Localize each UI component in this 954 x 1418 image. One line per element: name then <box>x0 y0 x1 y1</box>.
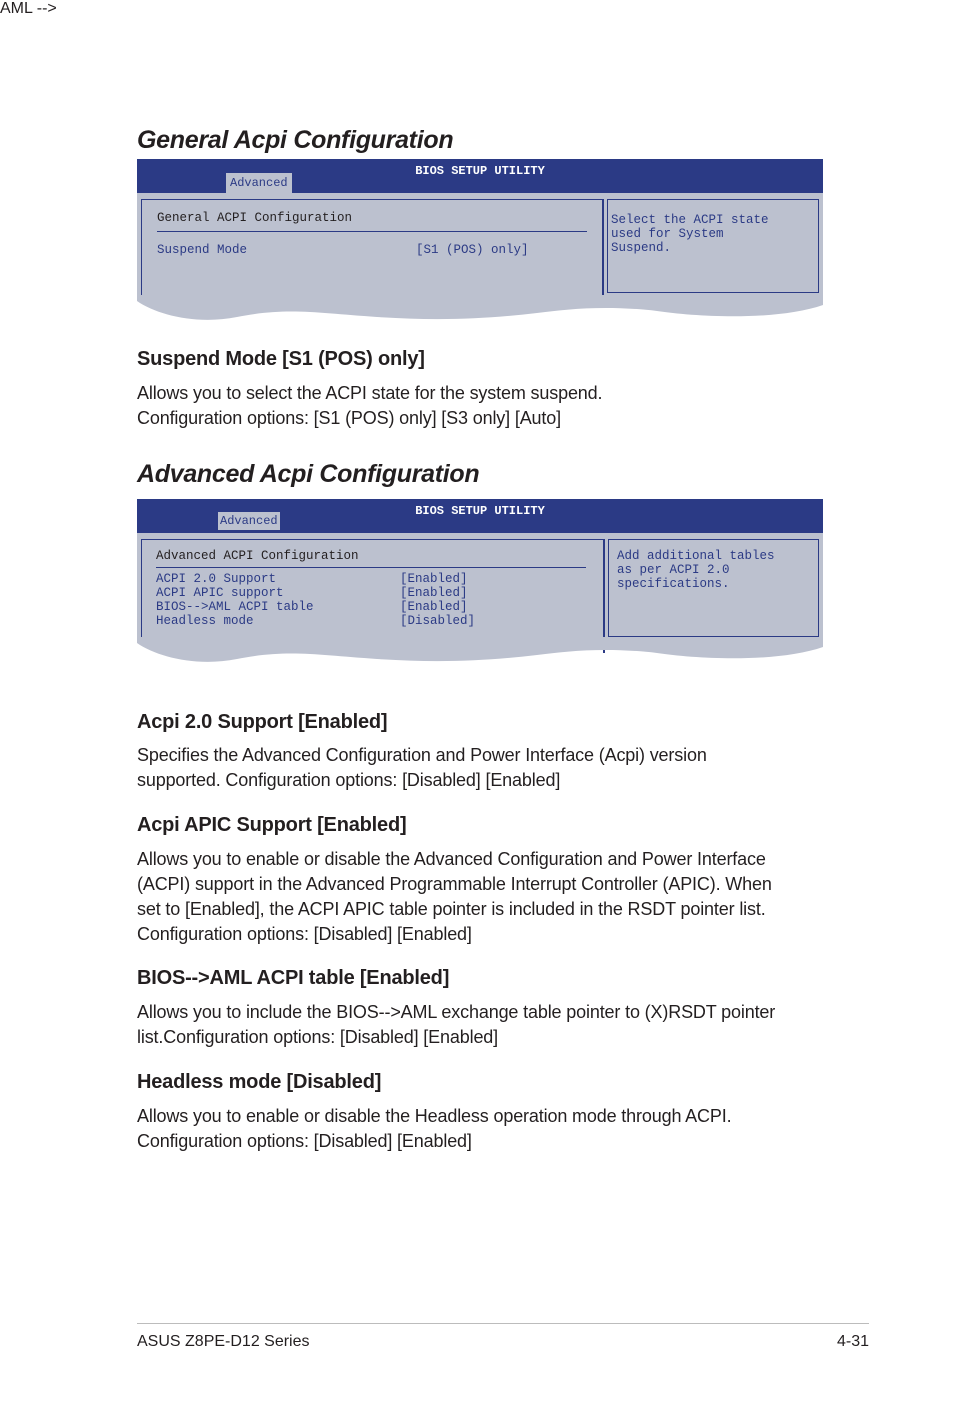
bios-item-label: BIOS-->AML ACPI table <box>156 600 314 614</box>
bios-help-box <box>608 539 819 637</box>
bios-torn-edge <box>137 637 823 667</box>
bios-item-value: [S1 (POS) only] <box>416 243 529 257</box>
bios-main-box <box>141 539 604 638</box>
paragraph-line: list.Configuration options: [Disabled] [Enabled] <box>137 1027 499 1047</box>
bios-screenshot-advanced <box>137 499 823 669</box>
paragraph-line: (ACPI) support in the Advanced Programmable Interrupt Controller (APIC). When <box>137 874 772 894</box>
bios-item-value: [Enabled] <box>400 572 468 586</box>
bios-help-line: specifications. <box>617 577 730 591</box>
bios-divider <box>602 199 604 307</box>
paragraph-acpi-apic-support <box>137 847 772 947</box>
bios-item-value: [Enabled] <box>400 586 468 600</box>
heading-bios-aml-acpi-table: BIOS-->AML ACPI table [Enabled] <box>137 967 450 989</box>
bios-tab-advanced: Advanced <box>220 514 278 528</box>
bios-screenshot-general <box>137 159 823 329</box>
bios-item-value: [Disabled] <box>400 614 476 628</box>
bios-help-line: as per ACPI 2.0 <box>617 563 730 577</box>
paragraph-line: Specifies the Advanced Configuration and Power Interface (Acpi) version <box>137 745 707 765</box>
bios-item-label: Headless mode <box>156 614 254 628</box>
section-title-general-acpi: General Acpi Configuration <box>137 126 454 154</box>
bios-separator <box>157 231 587 232</box>
bios-divider <box>603 539 605 653</box>
bios-help-line: used for System <box>611 227 724 241</box>
paragraph-acpi-20-support <box>137 743 707 793</box>
paragraph-line: set to [Enabled], the ACPI APIC table pointer is included in the RSDT pointer list. <box>137 899 766 919</box>
bios-panel-title: General ACPI Configuration <box>157 211 353 225</box>
paragraph-line: Allows you to select the ACPI state for the system suspend. <box>137 383 603 403</box>
bios-torn-edge <box>137 295 823 325</box>
footer-rule <box>137 1323 869 1324</box>
paragraph-line: Configuration options: [Disabled] [Enabled] <box>137 924 472 944</box>
heading-acpi-apic-support: Acpi APIC Support [Enabled] <box>137 814 407 836</box>
paragraph-line: Configuration options: [S1 (POS) only] [S3 only] [Auto] <box>137 408 561 428</box>
section-title-advanced-acpi: Advanced Acpi Configuration <box>137 460 480 488</box>
bios-help-box <box>607 199 819 293</box>
paragraph-line: supported. Configuration options: [Disabled] [Enabled] <box>137 770 561 790</box>
bios-help-line: Select the ACPI state <box>611 213 769 227</box>
heading-acpi-20-support: Acpi 2.0 Support [Enabled] <box>137 711 388 733</box>
bios-tab-advanced: Advanced <box>226 173 292 193</box>
bios-main-box <box>141 199 604 296</box>
bios-separator <box>156 567 586 568</box>
bios-item-value: [Enabled] <box>400 600 468 614</box>
bios-header-text: BIOS SETUP UTILITY <box>415 164 545 178</box>
paragraph-headless-mode <box>137 1104 731 1154</box>
bios-item-label: Suspend Mode <box>157 243 248 257</box>
bios-item-label: ACPI APIC support <box>156 586 284 600</box>
footer-page-number: 4-31 <box>836 1333 869 1350</box>
paragraph-line: Allows you to enable or disable the Advanced Configuration and Power Interface <box>137 849 766 869</box>
bios-help-line: Add additional tables <box>617 549 775 563</box>
paragraph-suspend-mode <box>137 381 602 431</box>
bios-header-text: BIOS SETUP UTILITY <box>415 504 545 518</box>
paragraph-line: Allows you to include the BIOS-->AML exchange table pointer to (X)RSDT pointer <box>137 1002 776 1022</box>
heading-headless-mode: Headless mode [Disabled] <box>137 1071 382 1093</box>
bios-panel <box>137 533 823 637</box>
footer-product-name: ASUS Z8PE-D12 Series <box>137 1333 310 1350</box>
bios-panel <box>137 193 823 295</box>
paragraph-bios-aml-acpi-table <box>137 1000 775 1050</box>
bios-help-line: Suspend. <box>611 241 672 255</box>
bios-panel-title: Advanced ACPI Configuration <box>156 549 359 563</box>
paragraph-line: Allows you to enable or disable the Headless operation mode through ACPI. <box>137 1106 732 1126</box>
bios-item-label: ACPI 2.0 Support <box>156 572 277 586</box>
paragraph-line: Configuration options: [Disabled] [Enabled] <box>137 1131 472 1151</box>
heading-suspend-mode: Suspend Mode [S1 (POS) only] <box>137 348 425 370</box>
